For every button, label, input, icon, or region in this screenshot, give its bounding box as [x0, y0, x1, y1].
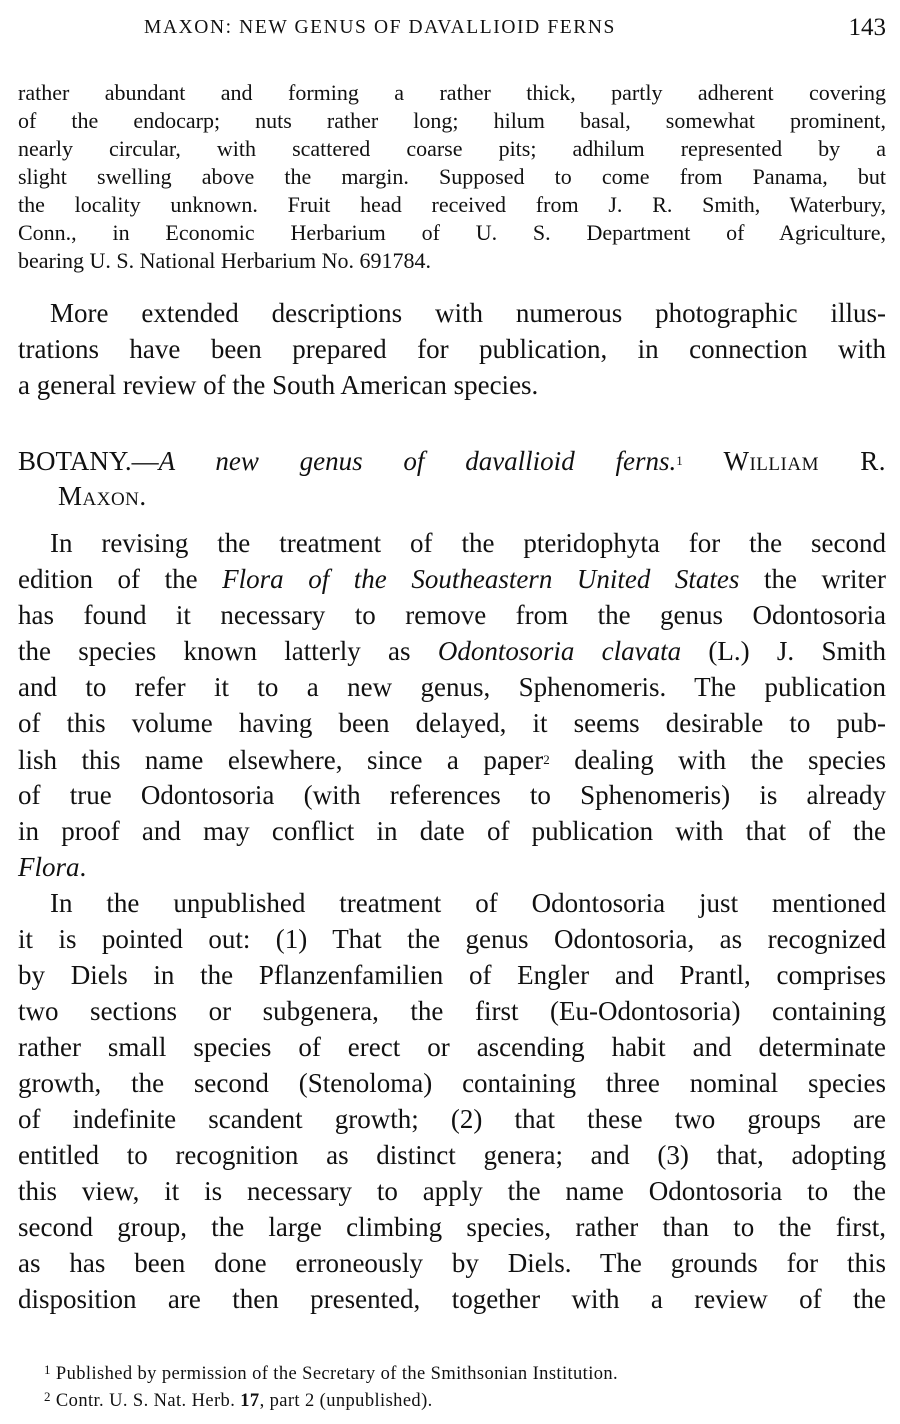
text-line: and to refer it to a new genus, Sphenomeris. The publication — [18, 672, 886, 702]
footnote-marker: 2 — [44, 1389, 51, 1404]
text-line: rather small species of erect or ascending habit and determinate — [18, 1032, 886, 1062]
heading-line — [58, 479, 886, 515]
text-line: bearing U. S. National Herbarium No. 691784. — [18, 248, 432, 273]
species-name: Odontosoria clavata — [437, 636, 682, 666]
text-run: the species known latterly as — [18, 636, 438, 666]
page-number: 143 — [848, 14, 886, 41]
book-title: Flora of the Southeastern United States — [222, 564, 740, 594]
text-line — [18, 634, 886, 670]
footnote-marker: 1 — [44, 1362, 51, 1377]
book-title: Flora — [18, 852, 80, 882]
text-run: lish this name elsewhere, since a paper — [18, 745, 544, 775]
text-line: two sections or subgenera, the first (Eu-Odontosoria) containing — [18, 996, 886, 1026]
text-run: dealing with the species — [549, 745, 886, 775]
text-line: rather abundant and forming a rather thick, partly adherent covering — [18, 80, 886, 105]
footnote — [44, 1384, 886, 1414]
volume-number: 17 — [240, 1391, 260, 1411]
footnote-text: , part 2 (unpublished). — [259, 1391, 433, 1411]
text-line: slight swelling above the margin. Supposed to come from Panama, but — [18, 164, 886, 189]
text-line: of the endocarp; nuts rather long; hilum basal, somewhat prominent, — [18, 108, 886, 133]
text-line: of this volume having been delayed, it seems desirable to pub- — [18, 708, 886, 738]
text-line: In the unpublished treatment of Odontosoria just mentioned — [50, 888, 886, 918]
journal-page — [18, 0, 886, 1424]
heading-line — [18, 443, 886, 479]
section-label: BOTANY.— — [18, 446, 159, 476]
text-line: by Diels in the Pflanzenfamilien of Engler and Prantl, comprises — [18, 960, 886, 990]
text-line: of indefinite scandent growth; (2) that these two groups are — [18, 1104, 886, 1134]
footnote-text: Contr. U. S. Nat. Herb. — [50, 1391, 241, 1411]
text-line: of true Odontosoria (with references to Sphenomeris) is already — [18, 780, 886, 810]
text-line: growth, the second (Stenoloma) containing three nominal species — [18, 1068, 886, 1098]
text-line: disposition are then presented, together with a review of the — [18, 1284, 886, 1314]
running-title: MAXON: NEW GENUS OF DAVALLIOID FERNS — [144, 17, 617, 38]
text-run: edition of the — [18, 564, 223, 594]
text-line — [18, 562, 886, 598]
text-line — [18, 850, 886, 886]
text-line: entitled to recognition as distinct genera; and (3) that, adopting — [18, 1140, 886, 1170]
text-line: trations have been prepared for publication, in connection with — [18, 334, 886, 364]
text-run: the writer — [739, 564, 886, 594]
text-line: second group, the large climbing species, rather than to the first, — [18, 1212, 886, 1242]
text-run: (L.) J. Smith — [681, 636, 886, 666]
text-line: a general review of the South American species. — [18, 370, 539, 400]
footnote-marker: 1 — [676, 453, 683, 468]
text-line: has found it necessary to remove from the genus Odontosoria — [18, 600, 886, 630]
text-line: Conn., in Economic Herbarium of U. S. Department of Agriculture, — [18, 220, 886, 245]
text-line: this view, it is necessary to apply the name Odontosoria to the — [18, 1176, 886, 1206]
author-name: Maxon. — [58, 481, 147, 511]
text-line — [18, 742, 886, 778]
text-line: it is pointed out: (1) That the genus Odontosoria, as recognized — [18, 924, 886, 954]
footnote-marker: 2 — [543, 752, 550, 767]
text-run: . — [79, 852, 87, 882]
running-head — [18, 12, 886, 44]
text-line: nearly circular, with scattered coarse pits; adhilum represented by a — [18, 136, 886, 161]
footnote-text: Published by permission of the Secretary of the Smithsonian Institution. — [50, 1364, 619, 1384]
text-line: In revising the treatment of the pteridophyta for the second — [50, 528, 886, 558]
text-line: More extended descriptions with numerous photographic illus- — [50, 298, 886, 328]
text-line: the locality unknown. Fruit head received from J. R. Smith, Waterbury, — [18, 192, 886, 217]
article-title: A new genus of davallioid ferns. — [158, 446, 677, 476]
footnote — [44, 1357, 886, 1387]
author-name: William R. — [723, 446, 886, 476]
text-line: as has been done erroneously by Diels. The grounds for this — [18, 1248, 886, 1278]
text-line: in proof and may conflict in date of publication with that of the — [18, 816, 886, 846]
